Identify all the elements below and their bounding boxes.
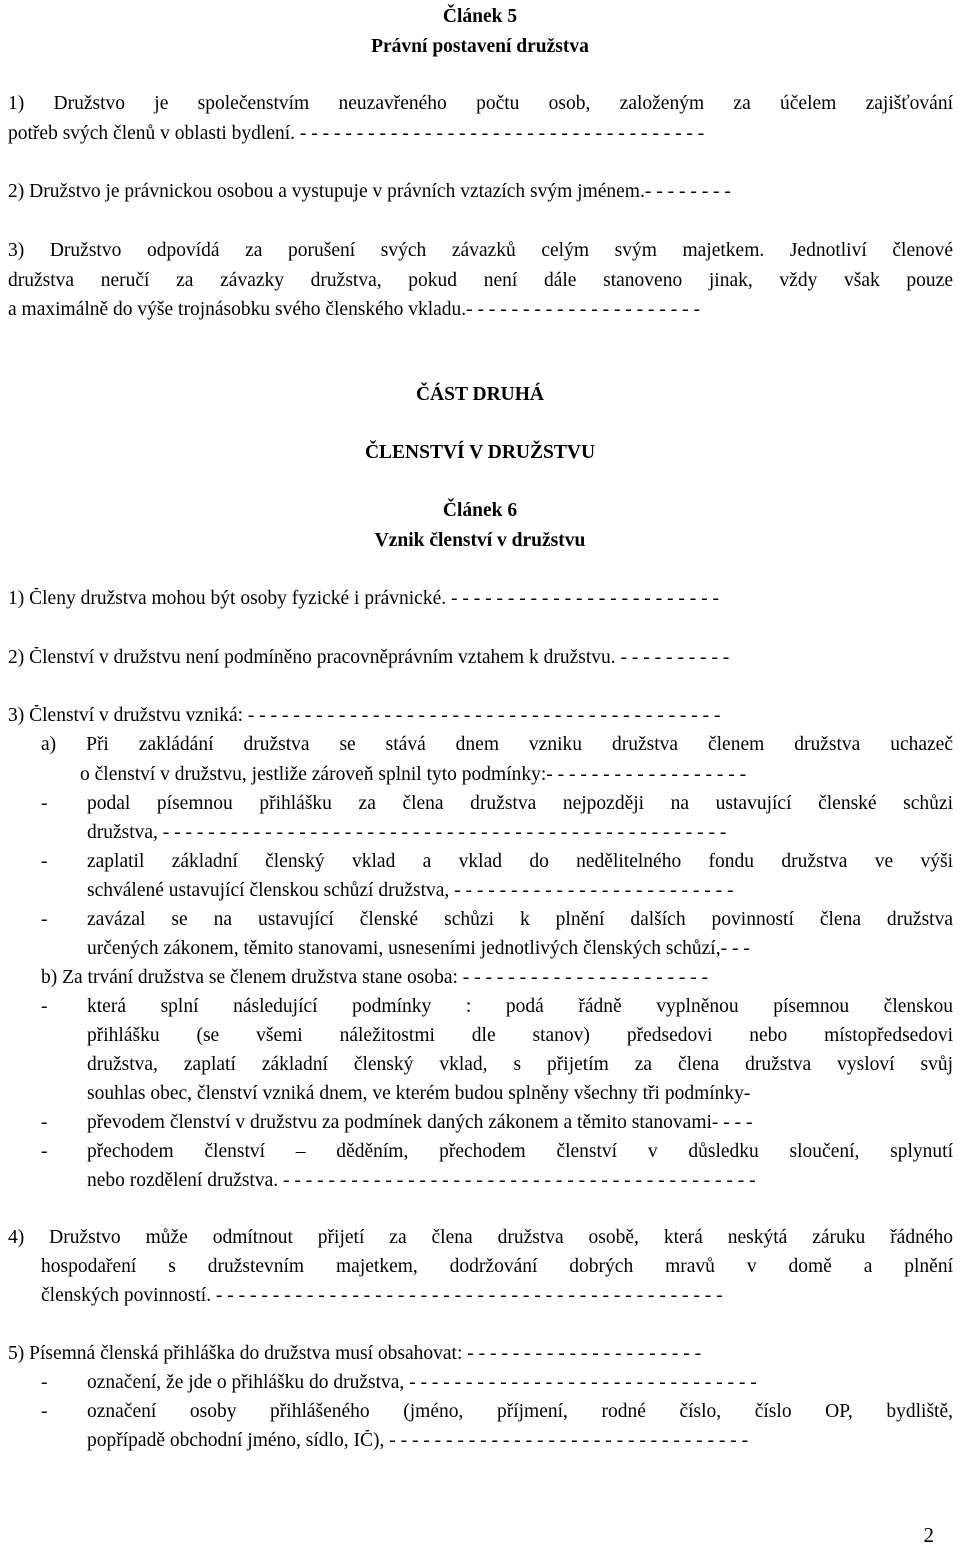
art6-p5b-line2: popřípadě obchodní jméno, sídlo, IČ), - - - - - - - - - - - - - - - - - - - - - - - - - - - - - - - - — [87, 1430, 749, 1451]
bullet-dash: - — [41, 851, 48, 872]
art5-p2-wrap — [8, 181, 953, 203]
page-number: 2 — [923, 1523, 934, 1547]
art6-a3-line2-wrap — [87, 938, 953, 960]
art6-b3-line1: přechodem členství – děděním, přechodem členství v důsledku sloučení, splynutí — [87, 1141, 953, 1162]
art5-p3-line3-wrap — [8, 299, 953, 321]
bullet-dash: - — [41, 996, 48, 1017]
art6-p5-line1: 5) Písemná členská přihláška do družstva musí obsahovat: - - - - - - - - - - - - - - - - - - - - - — [8, 1343, 702, 1364]
art5-p2-line1: 2) Družstvo je právnickou osobou a vystupuje v právních vztazích svým jménem.- - - - - - - - — [8, 181, 731, 202]
art6-a3-line2: určených zákonem, těmito stanovami, usneseními jednotlivých členských schůzí,- - - — [87, 938, 750, 959]
bullet-dash: - — [41, 793, 48, 814]
art6-a-line1: a) Při zakládání družstva se stává dnem vzniku družstva členem družstva uchazeč — [41, 734, 953, 755]
art6-b1-line1: která splní následující podmínky : podá řádně vyplněnou písemnou členskou — [87, 996, 953, 1017]
article-6-heading: Článek 6 — [442, 500, 518, 521]
art5-p3-line3: a maximálně do výše trojnásobku svého členského vkladu.- - - - - - - - - - - - - - - - - - - - - — [8, 299, 701, 320]
art5-p1-line2-wrap — [8, 123, 953, 145]
art6-a2-line2: schválené ustavující členskou schůzí družstva, - - - - - - - - - - - - - - - - - - - - - - - - - — [87, 880, 734, 901]
art6-p5b-line2-wrap — [87, 1430, 953, 1452]
art6-p5a-line1: označení, že jde o přihlášku do družstva, - - - - - - - - - - - - - - - - - - - - - - - - - - - - - - - — [87, 1372, 757, 1393]
bullet-dash: - — [41, 1401, 48, 1422]
art6-p1: 1) Členy družstva mohou být osoby fyzické i právnické. - - - - - - - - - - - - - - - - - - - - - - - - — [8, 588, 719, 609]
art6-b2-line1: převodem členství v družstvu za podmínek daných zákonem a těmito stanovami- - - - — [87, 1112, 753, 1133]
part-2-heading: ČÁST DRUHÁ — [415, 384, 545, 405]
bullet-dash: - — [41, 1372, 48, 1393]
bullet-dash: - — [41, 909, 48, 930]
art6-a2-line2-wrap — [87, 880, 953, 902]
art6-b-line1: b) Za trvání družstva se členem družstva stane osoba: - - - - - - - - - - - - - - - - - - - - - - — [41, 967, 709, 988]
art6-p5a-wrap — [87, 1372, 953, 1394]
art6-p5b-line1: označení osoby přihlášeného (jméno, příjmení, rodné číslo, číslo OP, bydliště, — [87, 1401, 953, 1422]
art5-p1-line1: 1) Družstvo je společenstvím neuzavřeného počtu osob, založeným za účelem zajišťování — [8, 93, 953, 114]
art6-b2-wrap — [87, 1112, 953, 1134]
art6-p4-line2: hospodaření s družstevním majetkem, dodržování dobrých mravů v domě a plnění — [41, 1256, 953, 1277]
art5-p3-line1: 3) Družstvo odpovídá za porušení svých závazků celým svým majetkem. Jednotliví členové — [8, 240, 953, 261]
art6-p4-line3-wrap — [41, 1285, 953, 1307]
art6-a1-line2-wrap — [87, 822, 953, 844]
art6-a-line2: o členství v družstvu, jestliže zároveň splnil tyto podmínky:- - - - - - - - - - - - - - - - - - — [80, 764, 747, 785]
art6-a1-line2: družstva, - - - - - - - - - - - - - - - - - - - - - - - - - - - - - - - - - - - - - - - - - - - - - - - - - - — [87, 822, 727, 843]
art5-p1-line2: potřeb svých členů v oblasti bydlení. - - - - - - - - - - - - - - - - - - - - - - - - - - - - - - - - - - - - — [8, 123, 705, 144]
art6-a-line2-wrap — [80, 764, 953, 786]
art6-p4-line3: členských povinností. - - - - - - - - - - - - - - - - - - - - - - - - - - - - - - - - - - - - - - - - - - - - - — [41, 1285, 723, 1306]
bullet-dash: - — [41, 1112, 48, 1133]
art6-b-line1-wrap — [41, 967, 953, 989]
art6-p5-wrap — [8, 1343, 953, 1365]
article-6-title: Vznik členství v družstvu — [374, 530, 586, 551]
art6-a3-line1: zavázal se na ustavující členské schůzi k plnění dalších povinností člena družstva — [87, 909, 953, 930]
bullet-dash: - — [41, 1141, 48, 1162]
art6-p4-line1: 4) Družstvo může odmítnout přijetí za člena družstva osobě, která neskýtá záruku řádného — [8, 1227, 953, 1248]
art6-b3-line2-wrap — [87, 1170, 953, 1192]
art6-b3-line2: nebo rozdělení družstva. - - - - - - - - - - - - - - - - - - - - - - - - - - - - - - - - - - - - - - - - - - — [87, 1170, 756, 1191]
art6-a2-line1: zaplatil základní členský vklad a vklad do nedělitelného fondu družstva ve výši — [87, 851, 953, 872]
art6-b1-line2: přihlášku (se všemi náležitostmi dle stanov) předsedovi nebo místopředsedovi — [87, 1025, 953, 1046]
art6-p2-wrap — [8, 647, 953, 669]
art6-p3: 3) Členství v družstvu vzniká: - - - - - - - - - - - - - - - - - - - - - - - - - - - - - - - - - - - - - - - - - - — [8, 705, 721, 726]
art6-a1-line1: podal písemnou přihlášku za člena družstva nejpozději na ustavující členské schůzi — [87, 793, 953, 814]
art6-b1-line4-wrap — [87, 1083, 953, 1105]
art6-p2: 2) Členství v družstvu není podmíněno pracovněprávním vztahem k družstvu. - - - - - - - - - - — [8, 647, 730, 668]
article-5-title: Právní postavení družstva — [371, 36, 589, 57]
part-2-title: ČLENSTVÍ V DRUŽSTVU — [364, 442, 596, 463]
art6-p3-wrap — [8, 705, 953, 727]
article-5-heading: Článek 5 — [442, 6, 518, 27]
art5-p3-line2: družstva neručí za závazky družstva, pokud není dále stanoveno jinak, vždy však pouze — [8, 270, 953, 291]
art6-b1-line3: družstva, zaplatí základní členský vklad, s přijetím za člena družstva vysloví svůj — [87, 1054, 953, 1075]
art6-p1-wrap — [8, 588, 953, 610]
art6-b1-line4: souhlas obec, členství vzniká dnem, ve kterém budou splněny všechny tři podmínky- — [87, 1083, 751, 1104]
